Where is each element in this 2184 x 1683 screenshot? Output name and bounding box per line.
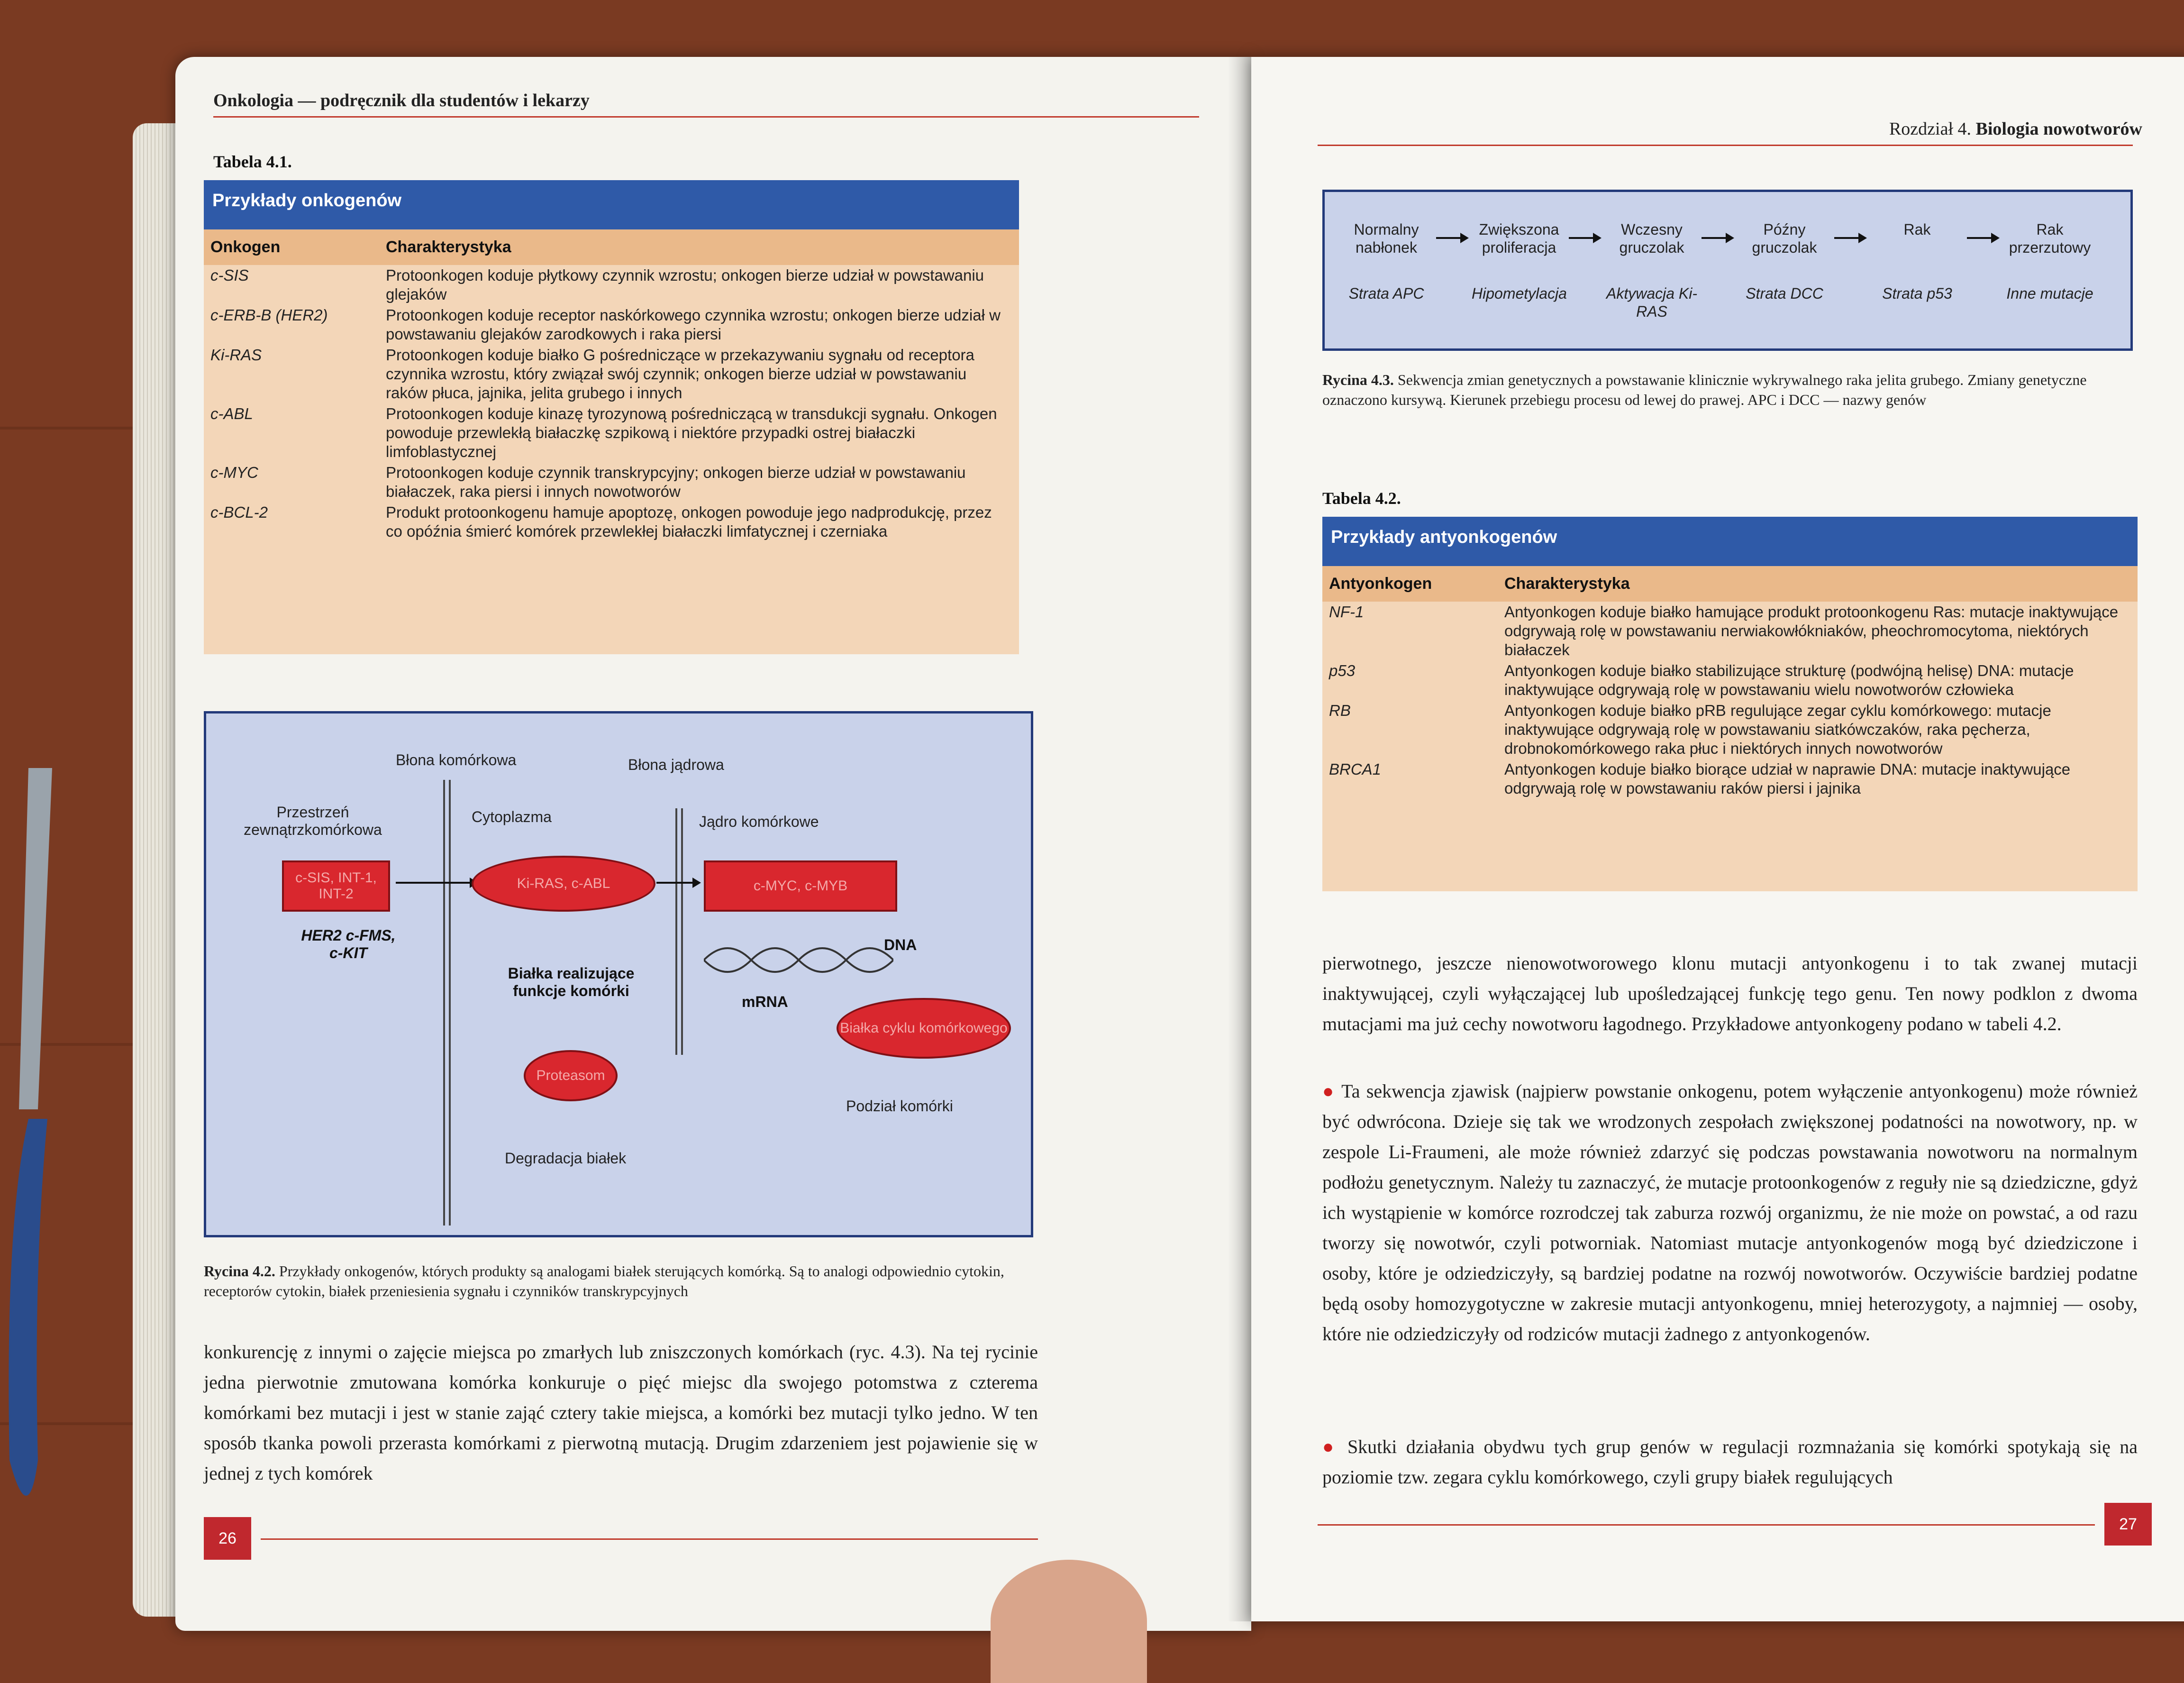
gene-name: c-BCL-2 [210,503,268,521]
table-row [204,462,1019,502]
gene-name: BRCA1 [1329,760,1382,778]
table-row [204,305,1019,345]
myc-box: c-MYC, c-MYB [704,860,897,912]
label-effector-proteins: Białka realizujące funkcje komórki [508,965,635,999]
sequence-figure [1322,190,2133,351]
sequence-change: Aktywacja Ki-RAS [1606,285,1698,320]
gene-description: Antyonkogen koduje białko hamujące produkt protoonkogenu Ras: mutacje inaktywujące odgrywają rolę w powstawaniu nerwiakowłókniaków, pheochromocytoma, niektórych białaczek [1504,603,2119,659]
sequence-stage: Późny gruczolak [1752,221,1817,256]
dna-helix-icon [704,936,893,984]
gene-description: Antyonkogen koduje białko pRB regulujące zegar cyklu komórkowego: mutacje inaktywujące odgrywają rolę w powstawaniu siatkówczaków, raka pęcherza, drobnokomórkowego raka płuc i niektórych innych nowotworów [1504,702,2051,757]
gene-description: Produkt protoonkogenu hamuje apoptozę, onkogen powoduje jego nadprodukcję, przez co opóźnia śmierć komórek przewlekłej białaczki limfatycznej i czerniaka [386,503,992,540]
antioncogene-table [1322,517,2138,891]
gene-description: Protoonkogen koduje kinazę tyrozynową pośredniczącą w transdukcji sygnału. Onkogen powoduje przewlekłą białaczkę szpikową i niektóre przypadki ostrej białaczki limfoblastycznej [386,405,997,460]
label-cytoplasm: Cytoplazma [472,808,552,825]
label-nuclear-membrane: Błona jądrowa [628,756,724,773]
sequence-change: Hipometylacja [1472,285,1567,302]
sequence-change: Strata p53 [1882,285,1952,302]
body-text-para1: pierwotnego, jeszcze nienowotworowego klonu mutacji antyonkogenu i to tak zwanej mutacji inaktywującej, czyli wyłączającej lub upośledzającej funkcję tego genu. Ten nowy podklon z dwoma mutacjami ma już cechy nowotworu łagodnego. Przykładowe antyonkogeny podano w tabeli 4.2. [1322,952,2138,1034]
scissors-icon [0,749,66,1555]
gene-name: c-SIS [210,266,249,284]
table-row [1322,602,2138,660]
running-head-left: Onkologia — podręcznik dla studentów i lekarzy [213,91,590,110]
figure-caption-4-3: Rycina 4.3. Sekwencja zmian genetycznych a powstawanie klinicznie wykrywalnego raka jelita grubego. Zmiany genetyczne oznaczono kursywą. Kierunek przebiegu procesu od lewej do prawej. APC i DCC — nazwy genów [1322,371,2087,408]
page-number-right: 27 [2104,1503,2152,1546]
sequence-stage: Rak [1903,221,1931,238]
table-caption: Tabela 4.1. [213,152,292,171]
table-row [1322,759,2138,799]
table-row [1322,700,2138,759]
table-caption-right: Tabela 4.2. [1322,489,1401,508]
sequence-stage: Zwiększona proliferacja [1479,221,1559,256]
body-text-para2: ● Ta sekwencja zjawisk (najpierw powstanie onkogenu, potem wyłączenie antyonkogenu) może również być odwrócona. Dzieje się tak we wrodzonych zespołach zwiększonej podatności na nowotwory, np. w zespole Li-Fraumeni, ale może również zdarzyć się podczas powstawania nowotworu na normalnym podłożu genetycznym. Należy tu zaznaczyć, że mutacje protoonkogenów z reguły nie są dziedziczne, gdyż ich wystąpienie w komórce rozrodczej tak zaburza rozwój organizmu, że nie może on powstać, a od razu tworzy się nowotwór, czyli potworniak. Natomiast mutacje antyonkogenów mogą być dziedziczone i osoby, które je odziedziczyły, są bardziej podatne na rozwój nowotworów. Oczywiście bardziej podatne będą osoby homozygotyczne w zakresie mutacji antyonkogenu, mniej heterozygoty, a najmniej — osoby, które nie odziedziczyły od rodziców mutacji żadnego z antyonkogenów. [1322,1080,2138,1345]
table-row [1322,660,2138,700]
gene-name: c-MYC [210,464,258,481]
label-nucleus: Jądro komórkowe [699,813,819,830]
table-header: Onkogen Charakterystyka [204,229,1019,265]
label-receptors: HER2 c-FMS, c-KIT [301,927,396,961]
arrow-right-icon [1569,237,1595,239]
cytokine-box: c-SIS, INT-1, INT-2 [282,860,390,912]
open-book [109,28,2147,1621]
table-row [204,345,1019,403]
gene-name: NF-1 [1329,603,1364,621]
label-cell-division: Podział komórki [846,1098,953,1115]
label-protein-degradation: Degradacja białek [505,1150,627,1167]
gene-name: Ki-RAS [210,346,262,364]
right-page [1251,57,2184,1621]
gene-name: p53 [1329,662,1356,679]
gene-description: Protoonkogen koduje białko G pośredniczące w przekazywaniu sygnału od receptora czynnika wzrostu, który związał swój czynnik; onkogen bierze udział w powstawaniu raków płuca, jajnika, jelita grubego i innych [386,346,974,402]
proteasome-oval: Proteasom [524,1050,618,1101]
table-row [204,502,1019,542]
page-number-left: 26 [204,1517,251,1560]
body-text-left: konkurencję z innymi o zajęcie miejsca po zmarłych lub zniszczonych komórkach (ryc. 4.3). Na tej rycinie jedna pierwotnie zmutowana komórka konkuruje o pięć miejsc dla swojego potomstwa z czterema komórkami bez mutacji i jest w stanie zająć cztery takie miejsca, a komórki bez mutacji tylko jedno. W ten sposób tkanka powoli przerasta komórkami z pierwotną mutacją. Drugim zdarzeniem jest pojawienie się w jednej z tych komórek [204,1341,1038,1484]
table-row [204,265,1019,305]
arrow-right-icon [1967,237,1993,239]
running-head-right: Rozdział 4. Biologia nowotworów [1889,119,2142,139]
arrow-right-icon [1436,237,1462,239]
table-header-right: Antyonkogen Charakterystyka [1322,566,2138,602]
gene-description: Antyonkogen koduje białko stabilizujące strukturę (podwójną helisę) DNA: mutacje inaktywujące odgrywają rolę w powstawaniu wielu nowotworów człowieka [1504,662,2074,698]
cell-cycle-oval: Białka cyklu komórkowego [837,998,1011,1059]
sequence-change: Strata APC [1348,285,1424,302]
body-text-para3: ● Skutki działania obydwu tych grup genów w regulacji rozmnażania się komórki spotykają się na poziomie tzw. zegara cyklu komórkowego, czyli grupy białek regulujących [1322,1436,2138,1488]
left-page [175,57,1251,1631]
sequence-stage: Rak przerzutowy [2009,221,2091,256]
figure-caption-4-2: Rycina 4.2. Przykłady onkogenów, których produkty są analogami białek sterujących komórką. Są to analogi odpowiednio cytokin, receptorów cytokin, białek przeniesienia sygnału i czynników transkrypcyjnych [204,1262,1004,1299]
label-dna: DNA [884,936,917,953]
gene-description: Protoonkogen koduje receptor naskórkowego czynnika wzrostu; onkogen bierze udział w powstawaniu glejaków zarodkowych i raka piersi [386,306,1001,343]
table-row [204,403,1019,462]
gene-description: Protoonkogen koduje płytkowy czynnik wzrostu; onkogen bierze udział w powstawaniu glejaków [386,266,984,303]
gene-description: Antyonkogen koduje białko biorące udział w naprawie DNA: mutacje inaktywujące odgrywają rolę w powstawaniu raków piersi i jajnika [1504,760,2071,797]
gene-description: Protoonkogen koduje czynnik transkrypcyjny; onkogen bierze udział w powstawaniu białaczek, raka piersi i innych nowotworów [386,464,966,500]
sequence-stage: Normalny nabłonek [1354,221,1419,256]
gene-name: c-ABL [210,405,253,422]
table-title-right: Przykłady antyonkogenów [1322,517,2138,566]
sequence-change: Inne mutacje [2006,285,2093,302]
label-cell-membrane: Błona komórkowa [396,751,517,768]
thumb [991,1560,1147,1683]
table-title: Przykłady onkogenów [204,180,1019,229]
sequence-change: Strata DCC [1746,285,1823,302]
gene-name: RB [1329,702,1351,719]
arrow-right-icon [1834,237,1860,239]
ras-oval: Ki-RAS, c-ABL [472,856,655,912]
oncogene-figure [204,711,1033,1237]
gene-name: c-ERB-B (HER2) [210,306,328,324]
oncogene-table [204,180,1019,654]
arrow-right-icon [1702,237,1728,239]
sequence-stage: Wczesny gruczolak [1619,221,1684,256]
label-extracellular: Przestrzeń zewnątrzkomórkowa [244,804,382,838]
label-mrna: mRNA [742,993,788,1010]
